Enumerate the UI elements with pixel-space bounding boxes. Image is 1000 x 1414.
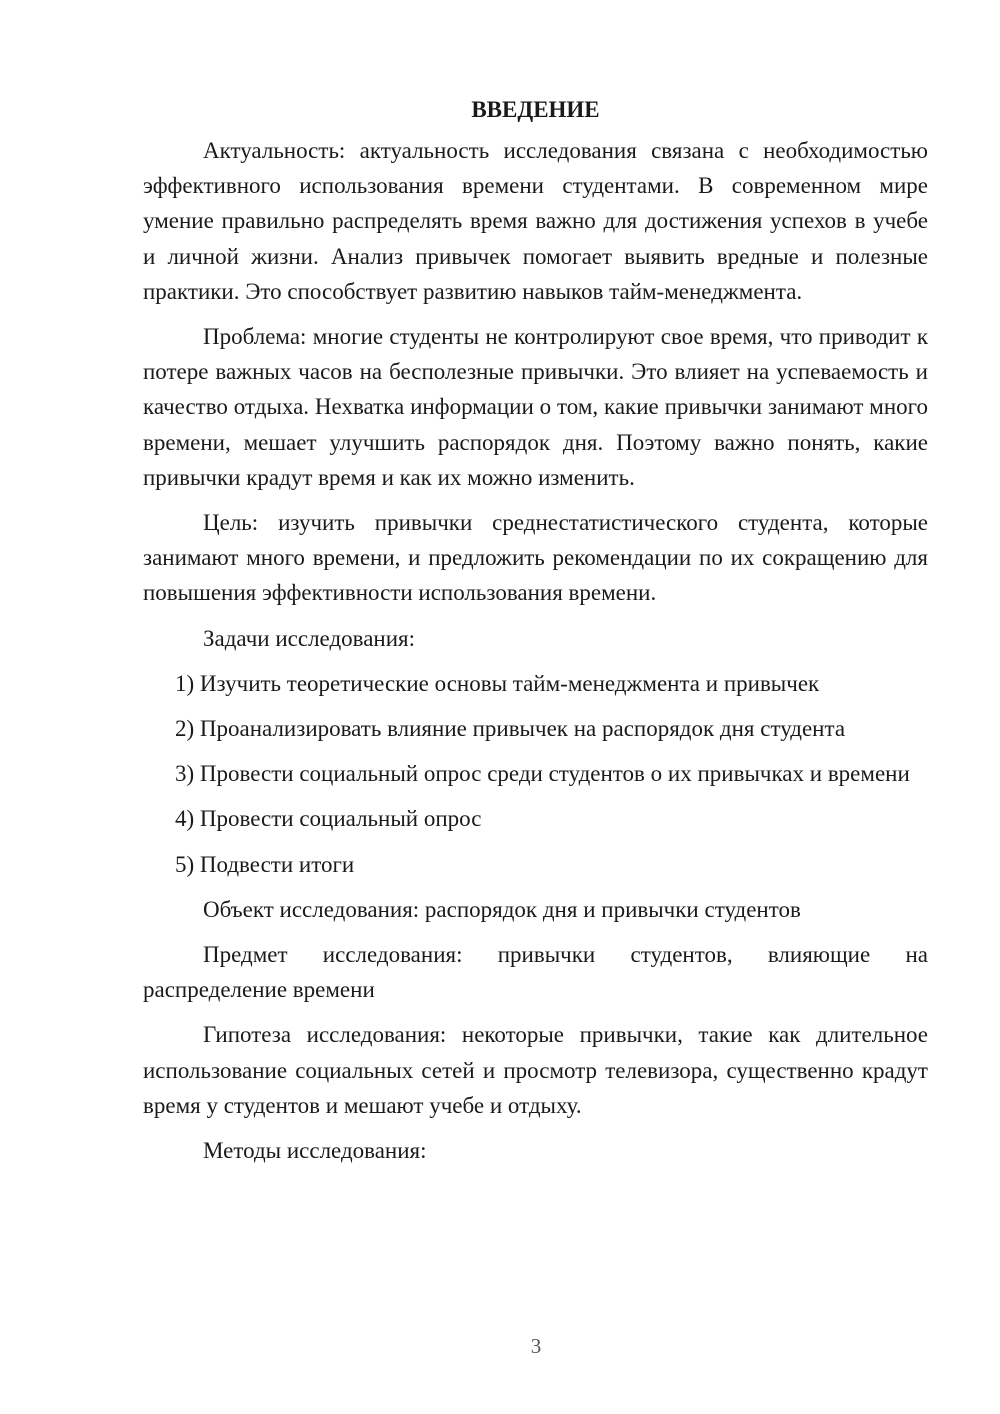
- methods-title: Методы исследования:: [203, 1138, 427, 1164]
- goal-paragraph: Цель: изучить привычки среднестатистического студента, которые занимают много времени, и предложить рекомендации по их сокращению для повышения эффективности использования времени.: [143, 510, 928, 606]
- task-item: 3) Провести социальный опрос среди студентов о их привычках и времени: [175, 761, 910, 787]
- hypothesis-paragraph: Гипотеза исследования: некоторые привычки, такие как длительное использование социальных сетей и просмотр телевизора, существенно крадут время у студентов и мешают учебе и отдыху.: [143, 1022, 928, 1118]
- problem-paragraph: Проблема: многие студенты не контролируют свое время, что приводит к потере важных часов на бесполезные привычки. Это влияет на успеваемость и качество отдыха. Нехватка информации о том, какие привычки занимают много времени, мешает улучшить распорядок дня. Поэтому важно понять, какие привычки крадут время и как их можно изменить.: [143, 324, 928, 490]
- task-item: 1) Изучить теоретические основы тайм-менеджмента и привычек: [175, 670, 820, 696]
- tasks-title: Задачи исследования:: [203, 625, 416, 651]
- tasks-list: [143, 666, 928, 882]
- page-number: 3: [530, 1334, 542, 1358]
- object-paragraph: Объект исследования: распорядок дня и привычки студентов: [203, 896, 801, 922]
- subject-paragraph: Предмет исследования: привычки студентов, влияющие на распределение времени: [143, 942, 928, 1003]
- task-item: 4) Провести социальный опрос: [175, 806, 482, 832]
- section-heading: ВВЕДЕНИЕ: [471, 97, 600, 122]
- task-item: 2) Проанализировать влияние привычек на распорядок дня студента: [175, 716, 846, 742]
- relevance-paragraph: Актуальность: актуальность исследования связана с необходимостью эффективного использования времени студентами. В современном мире умение правильно распределять время важно для достижения успехов в учебе и личной жизни. Анализ привычек помогает выявить вредные и полезные практики. Это способствует развитию навыков тайм-менеджмента.: [143, 138, 928, 304]
- task-item: 5) Подвести итоги: [175, 851, 355, 877]
- document-body: [143, 92, 928, 1178]
